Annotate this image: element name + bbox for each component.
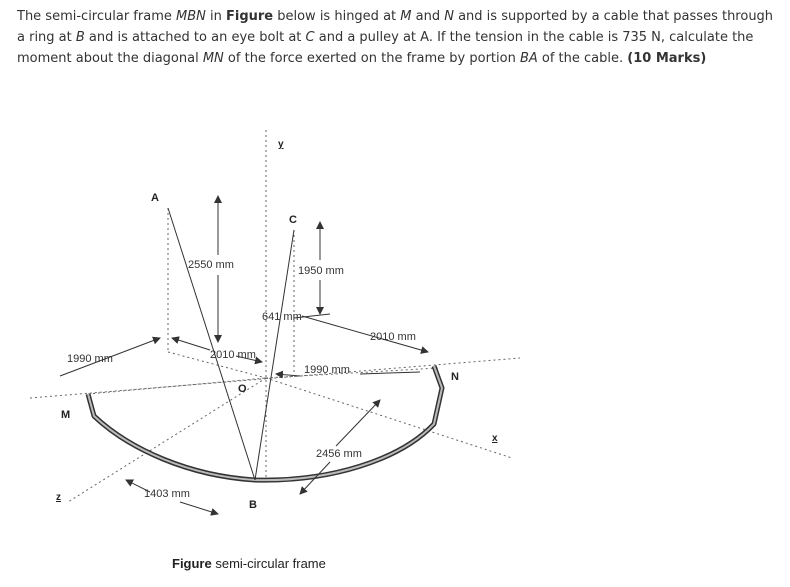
point-o-label: O [238, 383, 247, 395]
point-b-ref: B [75, 30, 85, 45]
problem-text: and is attached to an eye bolt at [84, 30, 306, 45]
dim-label-2010-left: 2010 mm [210, 349, 256, 361]
cable-ab [168, 208, 255, 480]
problem-text: of the cable. [537, 51, 628, 66]
point-c-ref: C [305, 30, 315, 45]
y-axis-label: y [278, 139, 284, 150]
point-m-label: M [61, 409, 71, 421]
figure-reference: Figure [225, 9, 274, 24]
caption-figure-word: Figure [172, 556, 212, 571]
point-n-label: N [451, 371, 459, 383]
point-n-ref: N [444, 9, 454, 24]
z-axis-line [68, 378, 266, 502]
point-m-ref: M [400, 9, 412, 24]
problem-text: and [411, 9, 445, 24]
dim-label-1990-right: 1990 mm [304, 364, 350, 376]
frame [88, 366, 442, 480]
dim-1990-right [276, 374, 300, 376]
dim-label-2550: 2550 mm [188, 259, 234, 271]
problem-text: in [205, 9, 226, 24]
z-axis-label: z [56, 492, 61, 503]
dim-2010-left-a [172, 338, 210, 350]
frame-name: MBN [176, 9, 206, 24]
problem-text: of the force exerted on the frame by portion [223, 51, 520, 66]
diagonal-mn-ref: MN [202, 51, 224, 66]
dim-label-641: 641 mm [262, 311, 302, 323]
problem-text: and is supported by a cable that passes through a ring at [17, 9, 774, 45]
dim-label-2010-right: 2010 mm [370, 331, 416, 343]
caption-text: semi-circular frame [211, 556, 326, 571]
x-axis-line [266, 378, 512, 458]
dim-1403-right [180, 502, 218, 514]
frame-inner [88, 366, 442, 480]
problem-text: and a pulley at A. If the tension in the cable is 735 N, calculate the moment about the diagonal [17, 30, 754, 66]
cable-bc [255, 230, 294, 480]
problem-text: The semi-circular frame [17, 9, 176, 24]
point-b-label: B [249, 499, 257, 511]
dim-label-1950: 1950 mm [298, 265, 344, 277]
dim-label-1403: 1403 mm [144, 488, 190, 500]
dim-1990-right-b [360, 372, 420, 374]
point-a-label: A [151, 192, 159, 204]
problem-text: below is hinged at [273, 9, 401, 24]
marks-label: (10 Marks) [627, 51, 707, 66]
frame-outer [88, 366, 442, 480]
dim-2456-up [336, 400, 380, 446]
cables [168, 208, 294, 480]
figure-caption [172, 556, 326, 571]
cable-ba-ref: BA [519, 51, 538, 66]
dim-label-2456: 2456 mm [316, 448, 362, 460]
origin-to-n-dotted [266, 368, 438, 378]
dim-label-1990-left: 1990 mm [67, 353, 113, 365]
x-axis-label: x [492, 433, 498, 444]
point-c-label: C [289, 214, 297, 226]
